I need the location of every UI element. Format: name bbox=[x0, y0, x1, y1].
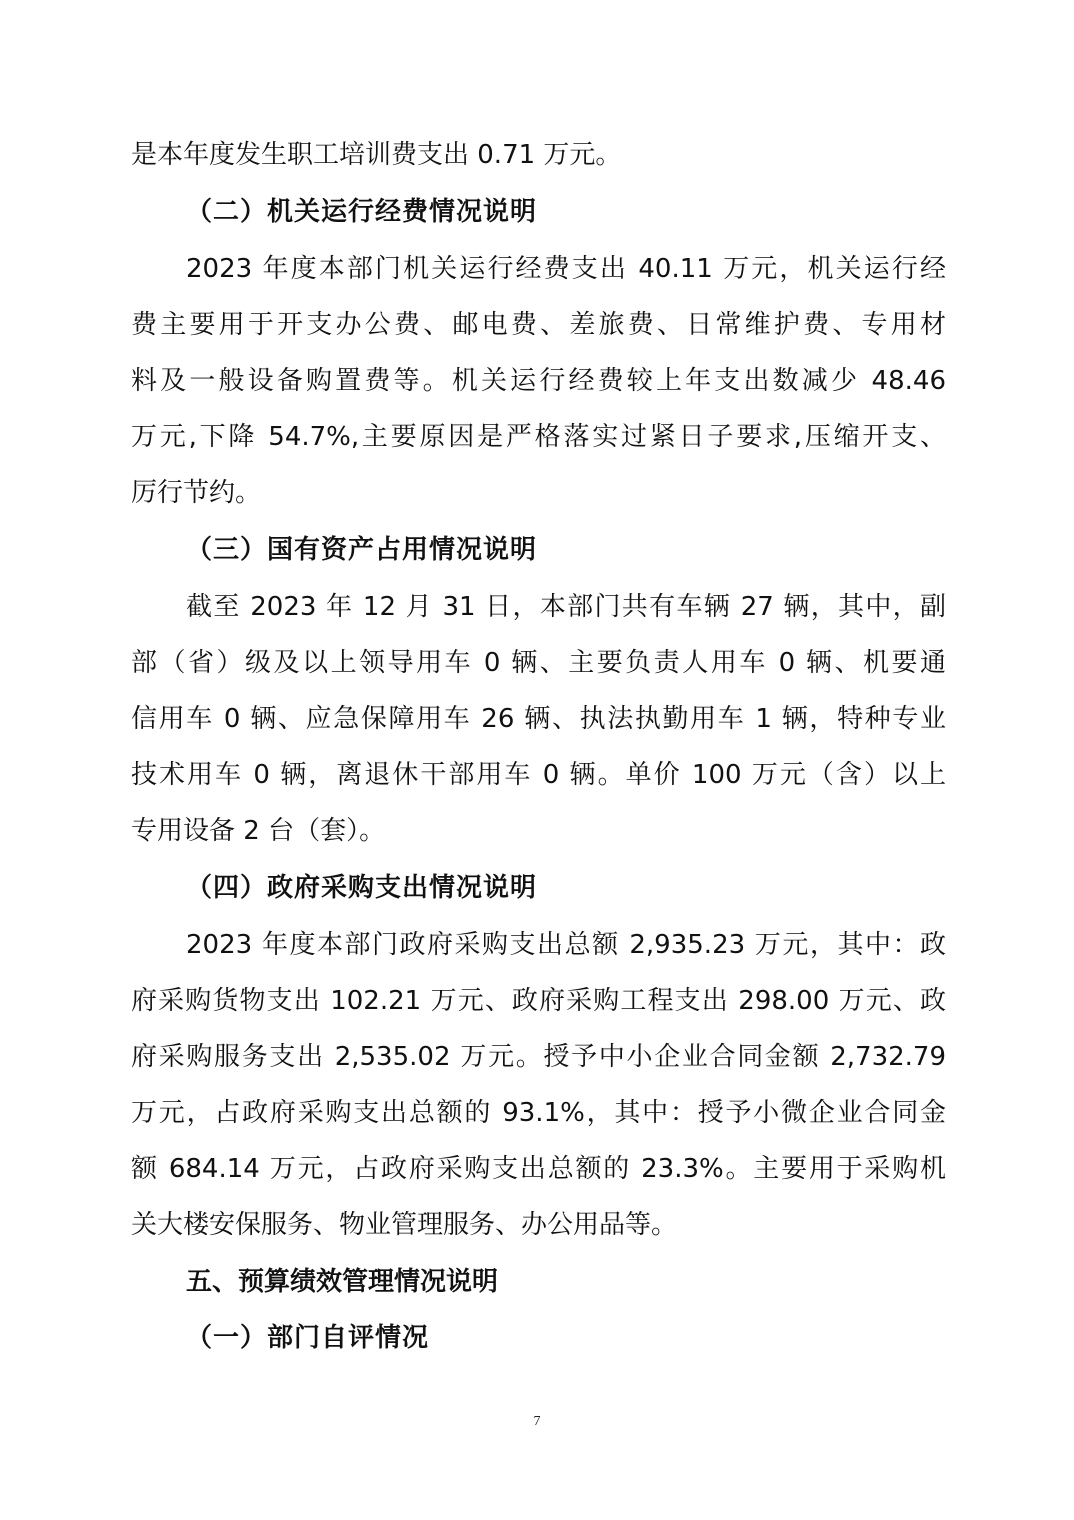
paragraph-line: 厉行节约。 bbox=[131, 478, 262, 508]
paragraph-line: 万元,下降 54.7%,主要原因是严格落实过紧日子要求,压缩开支、 bbox=[131, 422, 946, 452]
section-heading-state-assets: （三）国有资产占用情况说明 bbox=[186, 535, 538, 565]
page-number: 7 bbox=[533, 1414, 541, 1429]
section-heading-government-procurement: （四）政府采购支出情况说明 bbox=[186, 873, 538, 903]
paragraph-line: 2023 年度本部门政府采购支出总额 2,935.23 万元，其中：政 bbox=[186, 930, 946, 960]
paragraph-line: 关大楼安保服务、物业管理服务、办公用品等。 bbox=[131, 1210, 678, 1240]
paragraph-line: 费主要用于开支办公费、邮电费、差旅费、日常维护费、专用材 bbox=[131, 310, 946, 340]
section-heading-operating-expenses: （二）机关运行经费情况说明 bbox=[186, 197, 538, 227]
paragraph-line: 2023 年度本部门机关运行经费支出 40.11 万元，机关运行经 bbox=[186, 254, 946, 284]
paragraph-line: 技术用车 0 辆，离退休干部用车 0 辆。单价 100 万元（含）以上 bbox=[131, 760, 946, 790]
paragraph-line: 万元，占政府采购支出总额的 93.1%，其中：授予小微企业合同金 bbox=[131, 1098, 946, 1128]
paragraph-line: 信用车 0 辆、应急保障用车 26 辆、执法执勤用车 1 辆，特种专业 bbox=[131, 704, 946, 734]
paragraph-line: 专用设备 2 台（套）。 bbox=[131, 816, 386, 846]
paragraph-line: 料及一般设备购置费等。机关运行经费较上年支出数减少 48.46 bbox=[131, 366, 946, 396]
paragraph-line: 截至 2023 年 12 月 31 日，本部门共有车辆 27 辆，其中，副 bbox=[186, 592, 946, 622]
section-heading-budget-performance: 五、预算绩效管理情况说明 bbox=[186, 1267, 499, 1297]
paragraph-line: 额 684.14 万元，占政府采购支出总额的 23.3%。主要用于采购机 bbox=[131, 1154, 946, 1184]
paragraph-line: 府采购服务支出 2,535.02 万元。授予中小企业合同金额 2,732.79 bbox=[131, 1042, 946, 1072]
paragraph-line: 府采购货物支出 102.21 万元、政府采购工程支出 298.00 万元、政 bbox=[131, 986, 946, 1016]
paragraph-line: 部（省）级及以上领导用车 0 辆、主要负责人用车 0 辆、机要通 bbox=[131, 648, 946, 678]
subsection-heading-self-evaluation: （一）部门自评情况 bbox=[186, 1323, 430, 1353]
paragraph-line: 是本年度发生职工培训费支出 0.71 万元。 bbox=[131, 140, 622, 170]
